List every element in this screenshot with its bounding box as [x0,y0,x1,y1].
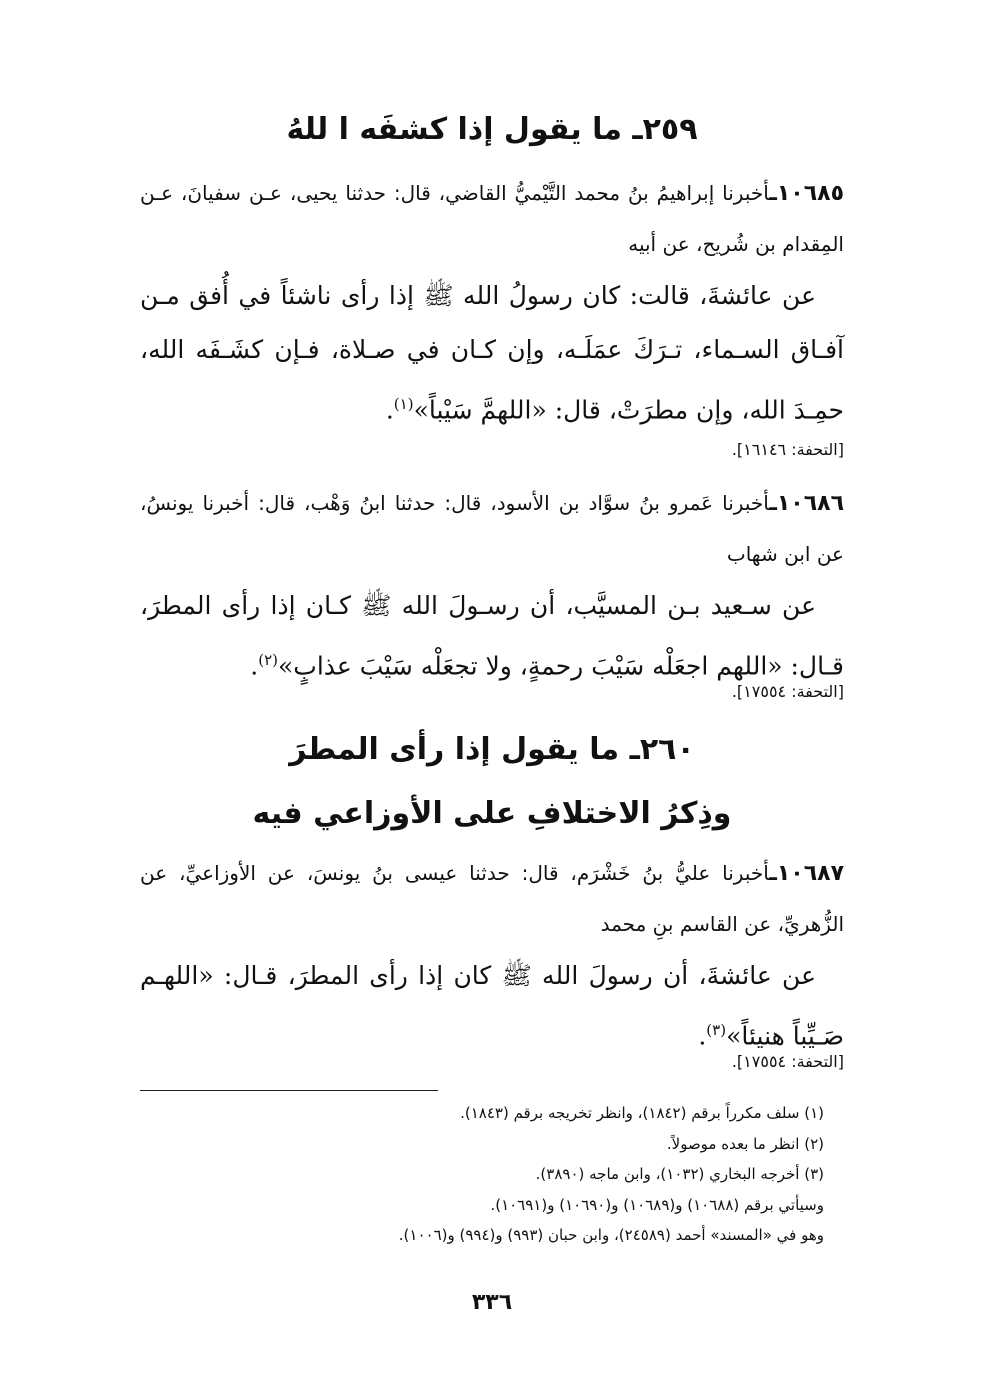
footnote-line: (١) سلف مكرراً برقم (١٨٤٢)، وانظر تخريجه برقم (١٨٤٣). [460,1104,824,1122]
matn-text: عن سـعيد بـن المسيَّب، أن رسـولَ الله ﷺ كـان إذا رأى المطرَ، قـال: «اللهم اجعَلْه سَيْبَ رحمةٍ، ولا تجعَلْه سَيْبَ عذابٍ» [140,591,844,681]
footnote-marker: (٣) [706,1021,727,1039]
isnad-text: أخبرنا عليُّ بنُ خَشْرَم، قال: حدثنا عيسى بنُ يونسَ، عن الأوزاعيِّ، عن الزُّهريِّ، عن القاسم بنِ محمد [140,861,844,936]
chapter-title: ما يقول إذا رأى المطرَ [289,732,620,767]
chapter-number: ٢٦٠ـ [629,732,695,767]
matn: عن سـعيد بـن المسيَّب، أن رسـولَ الله ﷺ كـان إذا رأى المطرَ، قـال: «اللهم اجعَلْه سَيْبَ رحمةٍ، ولا تجعَلْه سَيْبَ عذابٍ»$^{(٢)}$. [140,591,844,681]
chapter-title: ما يقول إذا كشفَه ا للهُ [286,112,622,147]
page-number: ٣٣٦ [471,1290,513,1315]
hadith-number: ١٠٦٨٥ـ [769,181,844,206]
footnote-marker: (٢) [258,651,278,669]
hadith-10687 [140,848,844,1063]
footnote-separator [140,1090,438,1091]
tuhfa-reference: [التحفة: ١٧٥٥٤]. [731,1052,844,1071]
footnote-line: (٢) انظر ما بعده موصولاً. [666,1134,824,1153]
isnad [140,478,844,579]
tuhfa-reference: [التحفة: ١٧٥٥٤]. [731,682,844,701]
isnad [140,848,844,949]
chapter-heading-259 [120,108,864,152]
matn: عن عائشةَ، قالت: كان رسولُ الله ﷺ إذا رأى ناشئاً في أُفق مـن آفـاق السـماء، تـرَكَ عمَلَـه، وإن كـان في صـلاة، فـإن كشَـفَه الله، حمِـدَ الله، وإن مطرَتْ، قال: «اللهمَّ سَيْباً»$^{(١)}$. [140,281,844,425]
chapter-subtitle: وذِكرُ الاختلافِ على الأوزاعي فيه [252,796,732,831]
tuhfa-reference: [التحفة: ١٦١٤٦]. [731,440,844,459]
footnote-line: (٣) أخرجه البخاري (١٠٣٢)، وابن ماجه (٣٨٩٠). [535,1165,824,1183]
footnote-line: وهو في «المسند» أحمد (٢٤٥٨٩)، وابن حبان (٩٩٣) و(٩٩٤) و(١٠٠٦). [398,1226,824,1244]
isnad-text: أخبرنا إبراهيمُ بنُ محمد التَّيْميُّ القاضي، قال: حدثنا يحيى، عـن سفيانَ، عـن المِقدام بن شُريح، عن أبيه [140,181,844,256]
footnote-marker: (١) [393,395,414,413]
matn: عن عائشةَ، أن رسولَ الله ﷺ كان إذا رأى المطرَ، قـال: «اللهـم صَـيِّباً هنيئاً»$^{(٣)}$. [140,961,844,1051]
hadith-10685 [140,168,844,437]
isnad [140,168,844,269]
matn-text: عن عائشةَ، قالت: كان رسولُ الله ﷺ إذا رأى ناشئاً في أُفق مـن آفـاق السـماء، تـرَكَ عمَلَـه، وإن كـان في صـلاة، فـإن كشَـفَه الله، حمِـدَ الله، وإن مطرَتْ، قال: «اللهمَّ سَيْباً» [140,281,844,425]
chapter-number: ٢٥٩ـ [632,112,698,147]
matn-text: عن عائشةَ، أن رسولَ الله ﷺ كان إذا رأى المطرَ، قـال: «اللهـم صَـيِّباً هنيئاً» [140,961,844,1051]
footnotes [140,1098,824,1251]
isnad-text: أخبرنا عَمرو بنُ سوَّاد بن الأسود، قال: حدثنا ابنُ وَهْب، قال: أخبرنا يونسُ، عن ابن شهاب [140,491,844,566]
hadith-number: ١٠٦٨٧ـ [769,861,844,886]
hadith-number: ١٠٦٨٦ـ [769,491,844,516]
chapter-heading-260 [120,728,864,772]
footnote-line: وسيأتي برقم (١٠٦٨٨) و(١٠٦٨٩) و(١٠٦٩٠) و(١٠٦٩١). [490,1195,824,1214]
hadith-10686 [140,478,844,693]
